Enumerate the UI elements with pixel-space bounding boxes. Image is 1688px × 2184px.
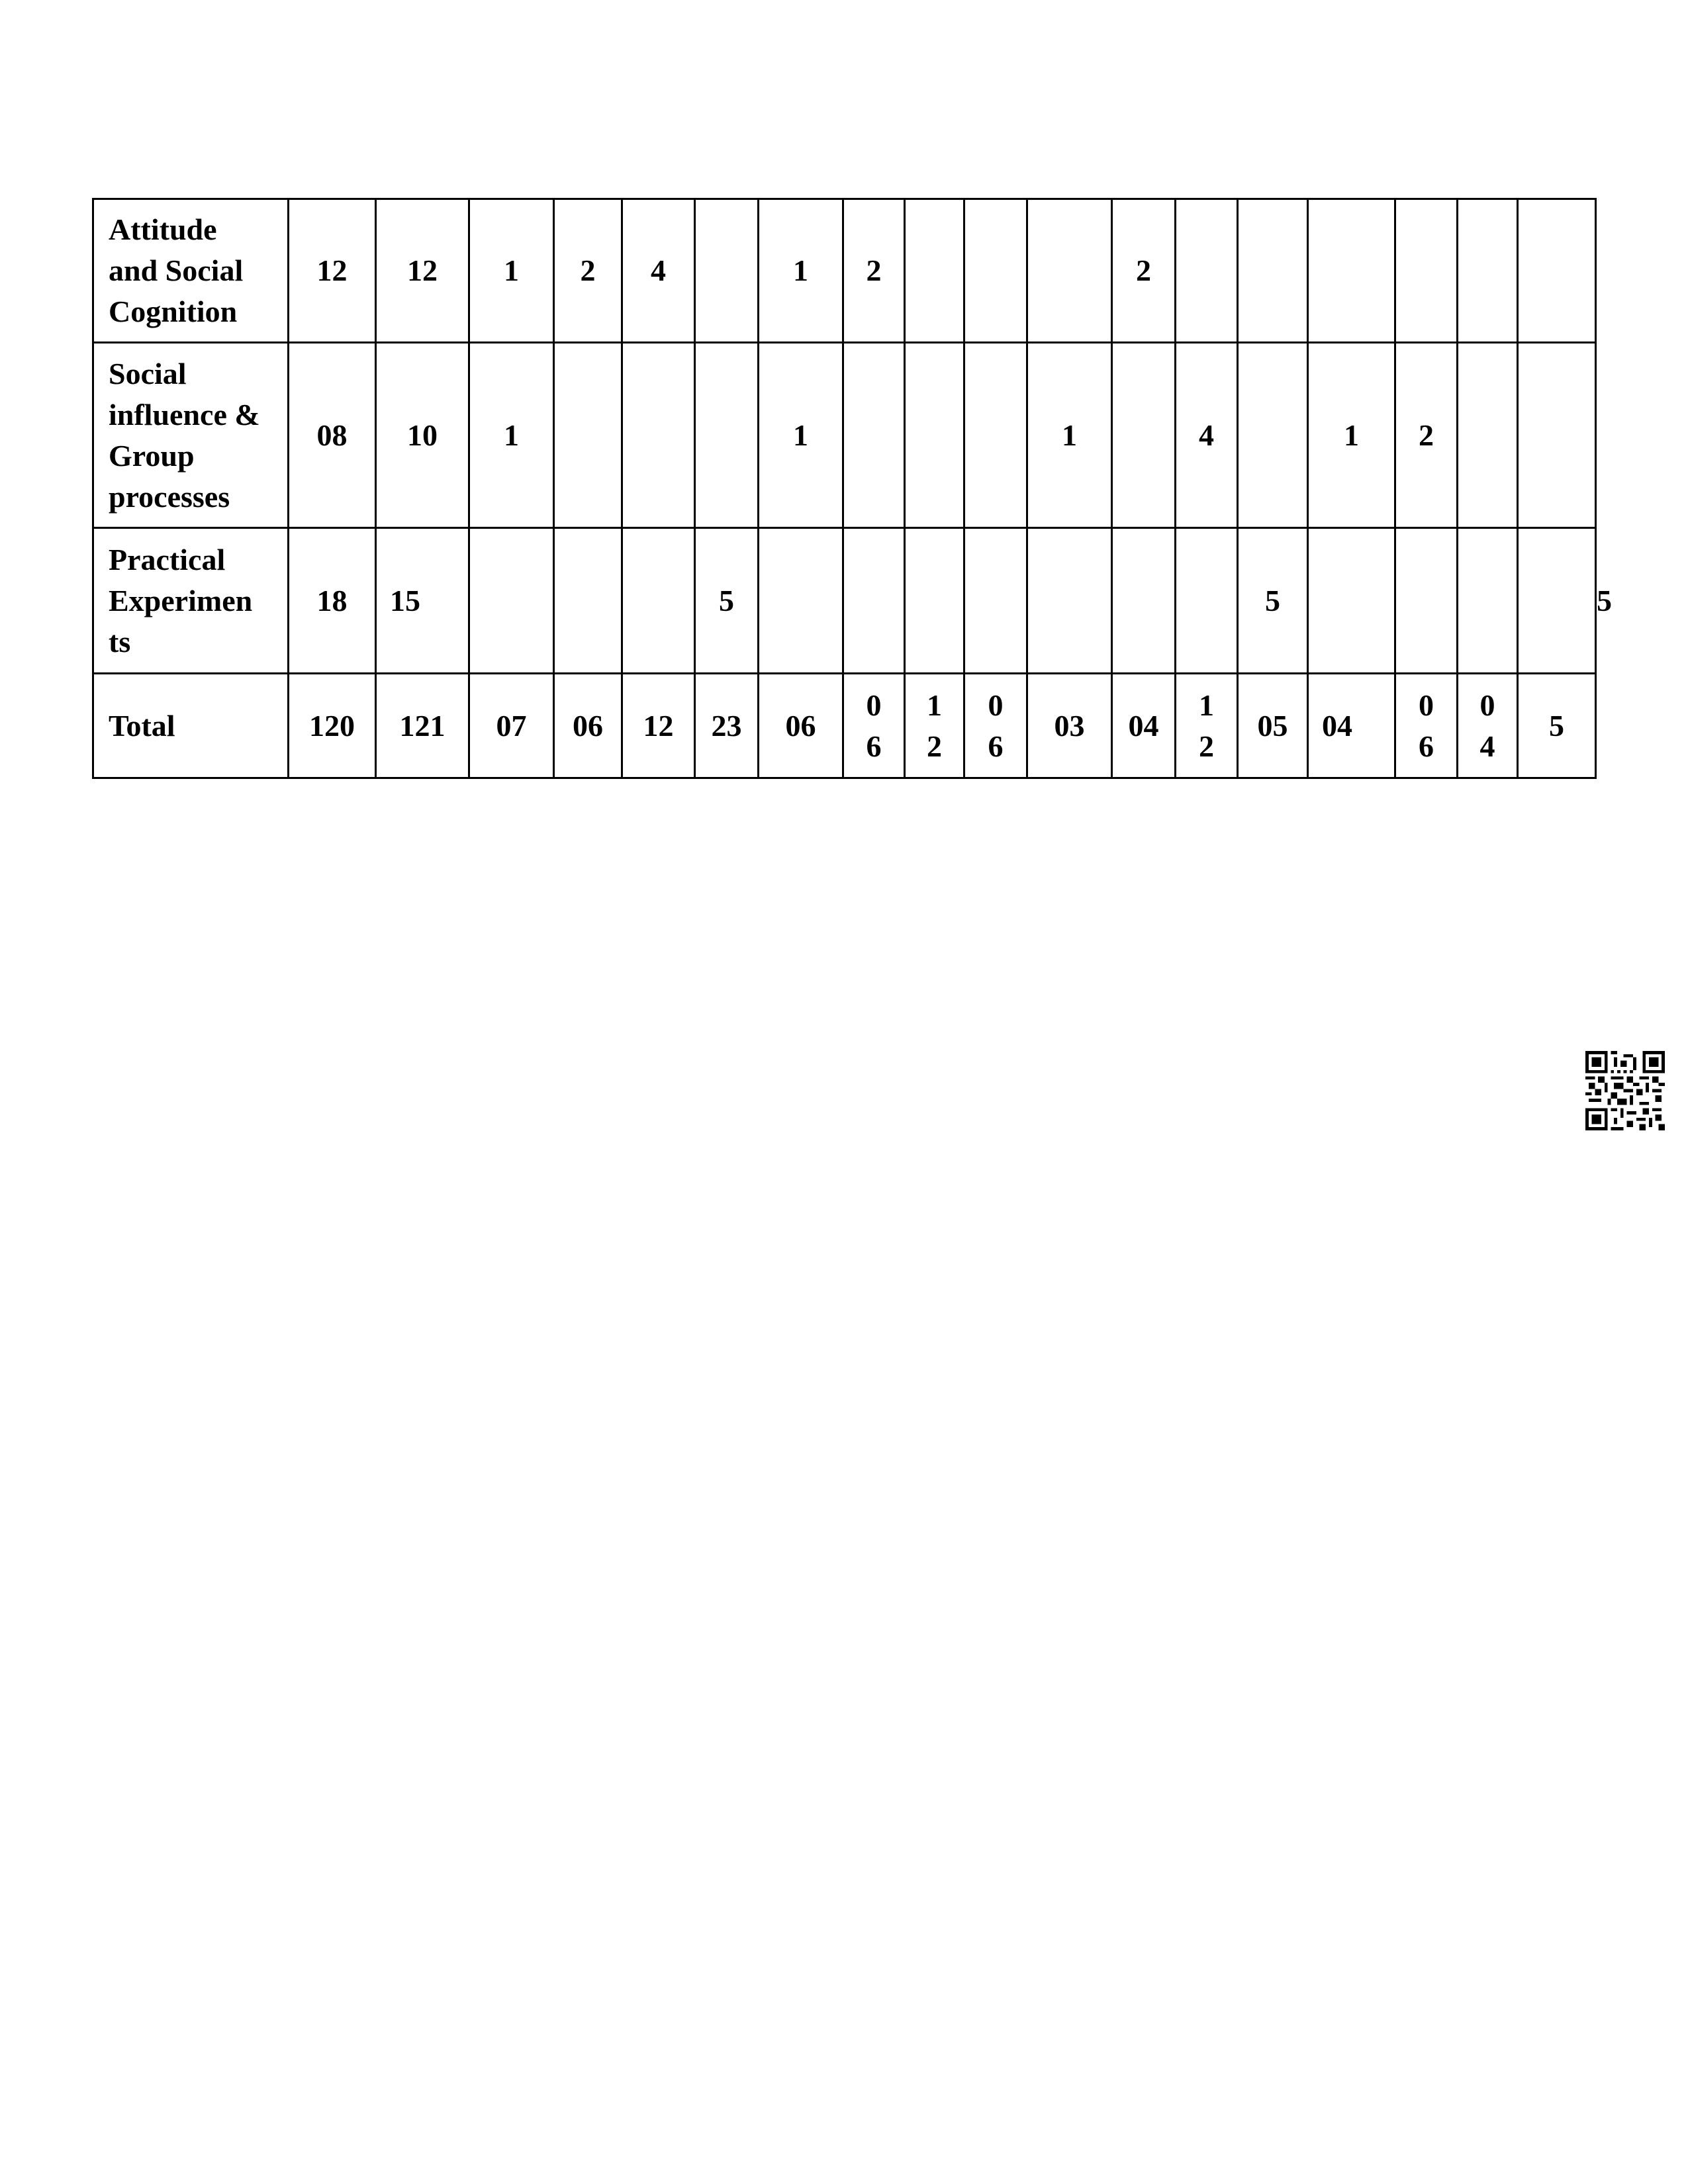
table-cell: 4 xyxy=(1176,343,1238,528)
table-cell xyxy=(469,528,554,674)
table-cell xyxy=(964,528,1027,674)
table-row xyxy=(93,343,1596,528)
row-topic xyxy=(93,528,289,674)
table-cell xyxy=(1176,199,1238,343)
topic-line: Social xyxy=(109,356,187,390)
table-cell xyxy=(622,528,695,674)
table-cell: 1 xyxy=(759,199,843,343)
table-cell: 12 xyxy=(376,199,469,343)
table-cell xyxy=(1518,528,1596,674)
qr-code-icon xyxy=(1585,1051,1665,1130)
table-cell: 1 2 xyxy=(1176,674,1238,778)
topic-line: and Social xyxy=(109,253,244,287)
table-cell: 0 4 xyxy=(1458,674,1518,778)
table-cell xyxy=(695,199,759,343)
table-cell xyxy=(843,528,905,674)
topic-line: Attitude xyxy=(109,212,217,246)
table-cell: 1 xyxy=(759,343,843,528)
table-cell: 06 xyxy=(554,674,622,778)
table-cell xyxy=(1395,528,1458,674)
topic-line: Total xyxy=(109,708,175,743)
table-cell xyxy=(905,528,964,674)
row-topic xyxy=(93,343,289,528)
table-cell: 1 xyxy=(1027,343,1112,528)
table-cell xyxy=(554,343,622,528)
table-cell xyxy=(1518,343,1596,528)
topic-line: ts xyxy=(109,624,131,659)
table-cell: 1 xyxy=(469,199,554,343)
table-cell xyxy=(622,343,695,528)
table-cell: 1 xyxy=(469,343,554,528)
table-cell: 120 xyxy=(289,674,376,778)
table-cell xyxy=(1458,343,1518,528)
table-cell: 10 xyxy=(376,343,469,528)
table-cell: 05 xyxy=(1238,674,1308,778)
table-cell xyxy=(1308,199,1395,343)
table-cell xyxy=(695,343,759,528)
table-cell xyxy=(1027,199,1112,343)
table-cell: 0 6 xyxy=(843,674,905,778)
table-cell: 04 xyxy=(1308,674,1395,778)
table-cell xyxy=(1395,199,1458,343)
table-cell xyxy=(1238,199,1308,343)
topic-line: influence & xyxy=(109,397,260,432)
table-cell xyxy=(843,343,905,528)
blueprint-table xyxy=(92,198,1612,779)
table-cell: 2 xyxy=(1395,343,1458,528)
table-cell xyxy=(759,528,843,674)
table-cell xyxy=(1458,199,1518,343)
table-cell: 04 xyxy=(1112,674,1176,778)
table-cell: 03 xyxy=(1027,674,1112,778)
table-cell xyxy=(1238,343,1308,528)
table-cell: 12 xyxy=(622,674,695,778)
table-cell: 15 xyxy=(376,528,469,674)
table-cell xyxy=(1027,528,1112,674)
topic-line: Practical xyxy=(109,542,226,576)
table-cell: 4 xyxy=(622,199,695,343)
table-row: Practical Experimen ts 18 15 5 5 5 xyxy=(93,528,1596,674)
table-cell: 0 6 xyxy=(964,674,1027,778)
row-topic xyxy=(93,674,289,778)
table-cell xyxy=(1112,343,1176,528)
table-cell xyxy=(1176,528,1238,674)
table-cell xyxy=(1308,528,1395,674)
table-cell: 07 xyxy=(469,674,554,778)
table-cell: 1 xyxy=(1308,343,1395,528)
table-cell: 23 xyxy=(695,674,759,778)
table-row xyxy=(93,199,1596,343)
table-cell: 12 xyxy=(289,199,376,343)
table-cell: 5 xyxy=(695,528,759,674)
topic-line: processes xyxy=(109,479,230,514)
table-cell: 2 xyxy=(554,199,622,343)
table-cell: 2 xyxy=(1112,199,1176,343)
table-cell: 5 xyxy=(1238,528,1308,674)
row-topic xyxy=(93,199,289,343)
table-cell xyxy=(1112,528,1176,674)
table-row xyxy=(93,674,1596,778)
topic-line: Experimen xyxy=(109,583,253,617)
topic-line: Group xyxy=(109,438,195,473)
table-cell xyxy=(905,199,964,343)
table-cell: 08 xyxy=(289,343,376,528)
table-cell: 5 xyxy=(1518,674,1596,778)
table-cell: 0 6 xyxy=(1395,674,1458,778)
table-cell xyxy=(1458,528,1518,674)
table-cell: 18 xyxy=(289,528,376,674)
table-cell: 06 xyxy=(759,674,843,778)
table-cell xyxy=(964,199,1027,343)
table-cell xyxy=(554,528,622,674)
table-cell xyxy=(905,343,964,528)
topic-line: Cognition xyxy=(109,295,238,328)
table-cell xyxy=(1518,199,1596,343)
table-cell: 121 xyxy=(376,674,469,778)
table-cell: 1 2 xyxy=(905,674,964,778)
table-cell: 2 xyxy=(843,199,905,343)
table-cell xyxy=(964,343,1027,528)
